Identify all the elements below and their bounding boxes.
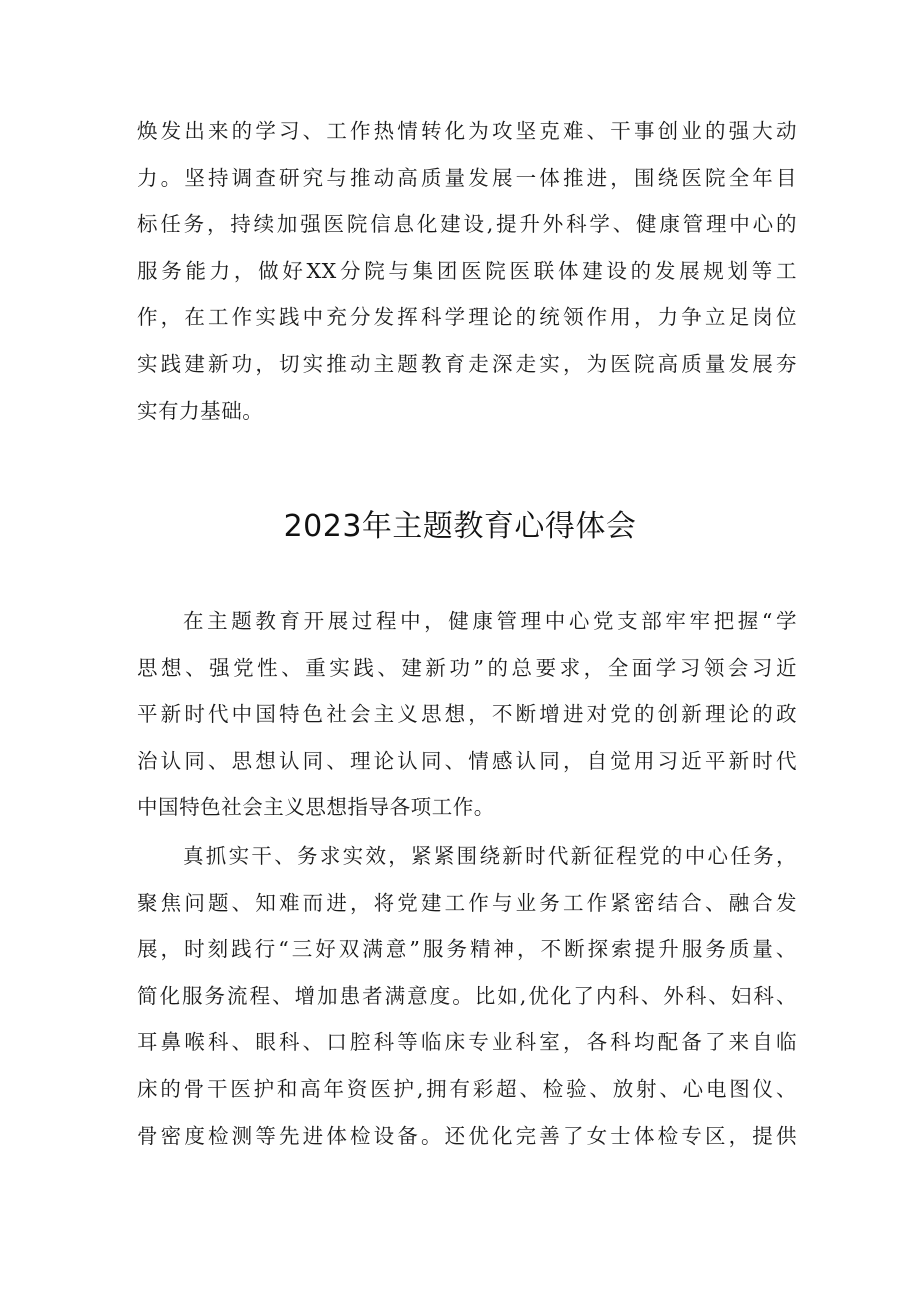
document-heading: 2023年主题教育心得体会: [283, 509, 637, 544]
paragraph-line: 真抓实干、务求实效，紧紧围绕新时代新征程党的中心任务，: [183, 844, 797, 868]
paragraph-line: 力。坚持调查研究与推动高质量发展一体推进，围绕医院全年目: [137, 165, 797, 190]
paragraph-line: 思想、强党性、重实践、建新功”的总要求，全面学习领会习近: [137, 655, 797, 680]
paragraph-line: 中国特色社会主义思想指导各项工作。: [137, 795, 495, 820]
paragraph-line: 骨密度检测等先进体检设备。还优化完善了女士体检专区，提供: [137, 1123, 797, 1148]
paragraph-line: 服务能力，做好XX分院与集团医院医联体建设的发展规划等工: [137, 258, 797, 283]
paragraph-line: 简化服务流程、增加患者满意度。比如,优化了内科、外科、妇科、: [137, 983, 797, 1008]
paragraph-line: 聚焦问题、知难而进，将党建工作与业务工作紧密结合、融合发: [137, 890, 797, 915]
paragraph-line: 治认同、思想认同、理论认同、情感认同，自觉用习近平新时代: [137, 748, 797, 773]
top-paragraph: [137, 108, 797, 434]
paragraph-line: 实有力基础。: [137, 398, 264, 423]
paragraph-line: 耳鼻喉科、眼科、口腔科等临床专业科室，各科均配备了来自临: [137, 1030, 797, 1055]
paragraph-line: 实践建新功，切实推动主题教育走深走实，为医院高质量发展夯: [137, 351, 797, 376]
paragraph-line: 焕发出来的学习、工作热情转化为攻坚克难、干事创业的强大动: [137, 119, 797, 143]
paragraph-line: 平新时代中国特色社会主义思想，不断增进对党的创新理论的政: [137, 702, 797, 727]
paragraph-line: 作，在工作实践中充分发挥科学理论的统领作用，力争立足岗位: [137, 305, 797, 330]
paragraph-line: 标任务，持续加强医院信息化建设,提升外科学、健康管理中心的: [137, 212, 797, 237]
paragraph-line: 在主题教育开展过程中，健康管理中心党支部牢牢把握“学: [183, 609, 797, 633]
paragraph-line: 床的骨干医护和高年资医护,拥有彩超、检验、放射、心电图仪、: [137, 1076, 797, 1101]
paragraph-1: [137, 598, 797, 831]
paragraph-2: [137, 833, 797, 1159]
paragraph-line: 展，时刻践行“三好双满意”服务精神，不断探索提升服务质量、: [137, 937, 797, 962]
